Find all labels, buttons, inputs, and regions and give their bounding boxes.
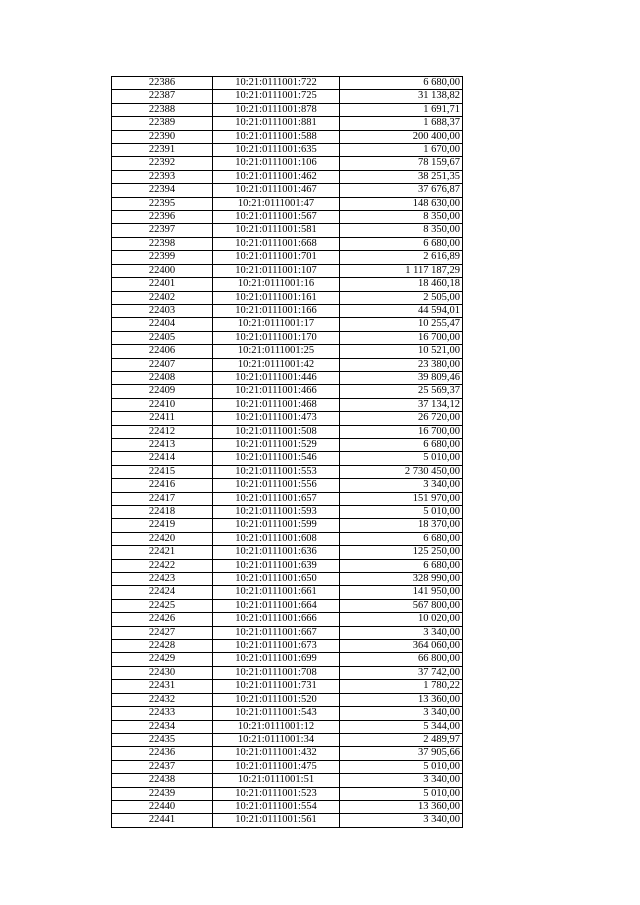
row-number-cell: 22399	[112, 251, 213, 264]
value-cell: 6 680,00	[340, 559, 463, 572]
table-row	[112, 358, 463, 371]
table-row	[112, 345, 463, 358]
table-row	[112, 666, 463, 679]
row-number-cell: 22424	[112, 586, 213, 599]
cadastral-number-cell: 10:21:0111001:567	[213, 211, 340, 224]
table-row	[112, 251, 463, 264]
cadastral-number-cell: 10:21:0111001:725	[213, 90, 340, 103]
row-number-cell: 22386	[112, 77, 213, 90]
value-cell: 5 010,00	[340, 506, 463, 519]
table-row	[112, 747, 463, 760]
table-row	[112, 331, 463, 344]
row-number-cell: 22414	[112, 452, 213, 465]
row-number-cell: 22421	[112, 546, 213, 559]
table-row	[112, 559, 463, 572]
value-cell: 37 676,87	[340, 184, 463, 197]
row-number-cell: 22417	[112, 492, 213, 505]
cadastral-number-cell: 10:21:0111001:508	[213, 425, 340, 438]
value-cell: 44 594,01	[340, 304, 463, 317]
row-number-cell: 22400	[112, 264, 213, 277]
table-row	[112, 318, 463, 331]
value-cell: 16 700,00	[340, 425, 463, 438]
value-cell: 38 251,35	[340, 170, 463, 183]
cadastral-number-cell: 10:21:0111001:554	[213, 800, 340, 813]
cadastral-number-cell: 10:21:0111001:635	[213, 144, 340, 157]
value-cell: 5 010,00	[340, 787, 463, 800]
cadastral-number-cell: 10:21:0111001:636	[213, 546, 340, 559]
row-number-cell: 22395	[112, 197, 213, 210]
cadastral-number-cell: 10:21:0111001:673	[213, 640, 340, 653]
row-number-cell: 22426	[112, 613, 213, 626]
value-cell: 148 630,00	[340, 197, 463, 210]
value-cell: 567 800,00	[340, 599, 463, 612]
value-cell: 37 905,66	[340, 747, 463, 760]
table-row	[112, 130, 463, 143]
cadastral-number-cell: 10:21:0111001:106	[213, 157, 340, 170]
table-row	[112, 438, 463, 451]
cadastral-number-cell: 10:21:0111001:468	[213, 398, 340, 411]
cadastral-number-cell: 10:21:0111001:166	[213, 304, 340, 317]
cadastral-number-cell: 10:21:0111001:593	[213, 506, 340, 519]
row-number-cell: 22418	[112, 506, 213, 519]
cadastral-number-cell: 10:21:0111001:650	[213, 573, 340, 586]
value-cell: 1 688,37	[340, 117, 463, 130]
cadastral-number-cell: 10:21:0111001:16	[213, 278, 340, 291]
table-row	[112, 693, 463, 706]
value-cell: 13 360,00	[340, 800, 463, 813]
row-number-cell: 22430	[112, 666, 213, 679]
table-row	[112, 760, 463, 773]
value-cell: 39 809,46	[340, 371, 463, 384]
table-row	[112, 599, 463, 612]
value-cell: 364 060,00	[340, 640, 463, 653]
row-number-cell: 22441	[112, 814, 213, 827]
table-row	[112, 653, 463, 666]
row-number-cell: 22432	[112, 693, 213, 706]
table-row	[112, 211, 463, 224]
value-cell: 25 569,37	[340, 385, 463, 398]
row-number-cell: 22389	[112, 117, 213, 130]
row-number-cell: 22403	[112, 304, 213, 317]
cadastral-number-cell: 10:21:0111001:581	[213, 224, 340, 237]
value-cell: 6 680,00	[340, 438, 463, 451]
table-row	[112, 774, 463, 787]
table-row	[112, 77, 463, 90]
table-row	[112, 613, 463, 626]
cadastral-number-cell: 10:21:0111001:722	[213, 77, 340, 90]
table-row	[112, 492, 463, 505]
value-cell: 26 720,00	[340, 412, 463, 425]
table-body	[112, 77, 463, 828]
table-row	[112, 304, 463, 317]
value-cell: 31 138,82	[340, 90, 463, 103]
cadastral-number-cell: 10:21:0111001:731	[213, 680, 340, 693]
cadastral-number-cell: 10:21:0111001:17	[213, 318, 340, 331]
row-number-cell: 22420	[112, 532, 213, 545]
cadastral-number-cell: 10:21:0111001:666	[213, 613, 340, 626]
value-cell: 6 680,00	[340, 237, 463, 250]
cadastral-number-cell: 10:21:0111001:473	[213, 412, 340, 425]
row-number-cell: 22419	[112, 519, 213, 532]
cadastral-number-cell: 10:21:0111001:446	[213, 371, 340, 384]
row-number-cell: 22429	[112, 653, 213, 666]
value-cell: 125 250,00	[340, 546, 463, 559]
row-number-cell: 22411	[112, 412, 213, 425]
row-number-cell: 22433	[112, 707, 213, 720]
value-cell: 1 670,00	[340, 144, 463, 157]
row-number-cell: 22401	[112, 278, 213, 291]
value-cell: 3 340,00	[340, 479, 463, 492]
value-cell: 200 400,00	[340, 130, 463, 143]
cadastral-number-cell: 10:21:0111001:42	[213, 358, 340, 371]
table-row	[112, 546, 463, 559]
value-cell: 6 680,00	[340, 532, 463, 545]
value-cell: 5 010,00	[340, 760, 463, 773]
value-cell: 3 340,00	[340, 774, 463, 787]
table-row	[112, 371, 463, 384]
table-row	[112, 184, 463, 197]
cadastral-number-cell: 10:21:0111001:466	[213, 385, 340, 398]
cadastral-number-cell: 10:21:0111001:639	[213, 559, 340, 572]
table-row	[112, 385, 463, 398]
cadastral-number-cell: 10:21:0111001:432	[213, 747, 340, 760]
value-cell: 6 680,00	[340, 77, 463, 90]
cadastral-number-cell: 10:21:0111001:523	[213, 787, 340, 800]
row-number-cell: 22388	[112, 103, 213, 116]
value-cell: 2 489,97	[340, 733, 463, 746]
value-cell: 3 340,00	[340, 626, 463, 639]
cadastral-number-cell: 10:21:0111001:553	[213, 465, 340, 478]
cadastral-number-cell: 10:21:0111001:878	[213, 103, 340, 116]
row-number-cell: 22425	[112, 599, 213, 612]
value-cell: 37 742,00	[340, 666, 463, 679]
table-row	[112, 425, 463, 438]
row-number-cell: 22428	[112, 640, 213, 653]
row-number-cell: 22431	[112, 680, 213, 693]
cadastral-number-cell: 10:21:0111001:556	[213, 479, 340, 492]
table-row	[112, 103, 463, 116]
value-cell: 18 370,00	[340, 519, 463, 532]
cadastral-number-cell: 10:21:0111001:51	[213, 774, 340, 787]
table-row	[112, 640, 463, 653]
value-cell: 37 134,12	[340, 398, 463, 411]
table-row	[112, 278, 463, 291]
table-row	[112, 532, 463, 545]
cadastral-number-cell: 10:21:0111001:12	[213, 720, 340, 733]
value-cell: 2 616,89	[340, 251, 463, 264]
value-cell: 2 505,00	[340, 291, 463, 304]
value-cell: 18 460,18	[340, 278, 463, 291]
row-number-cell: 22415	[112, 465, 213, 478]
cadastral-number-cell: 10:21:0111001:668	[213, 237, 340, 250]
value-cell: 66 800,00	[340, 653, 463, 666]
cadastral-number-cell: 10:21:0111001:657	[213, 492, 340, 505]
row-number-cell: 22413	[112, 438, 213, 451]
table-row	[112, 117, 463, 130]
cadastral-number-cell: 10:21:0111001:699	[213, 653, 340, 666]
table-row	[112, 720, 463, 733]
value-cell: 151 970,00	[340, 492, 463, 505]
cadastral-number-cell: 10:21:0111001:25	[213, 345, 340, 358]
cadastral-number-cell: 10:21:0111001:546	[213, 452, 340, 465]
cadastral-number-cell: 10:21:0111001:664	[213, 599, 340, 612]
row-number-cell: 22437	[112, 760, 213, 773]
table-row	[112, 733, 463, 746]
row-number-cell: 22398	[112, 237, 213, 250]
cadastral-value-table	[111, 76, 463, 828]
row-number-cell: 22439	[112, 787, 213, 800]
row-number-cell: 22409	[112, 385, 213, 398]
row-number-cell: 22387	[112, 90, 213, 103]
cadastral-number-cell: 10:21:0111001:34	[213, 733, 340, 746]
cadastral-number-cell: 10:21:0111001:543	[213, 707, 340, 720]
table-row	[112, 412, 463, 425]
cadastral-number-cell: 10:21:0111001:599	[213, 519, 340, 532]
table-row	[112, 170, 463, 183]
row-number-cell: 22427	[112, 626, 213, 639]
row-number-cell: 22404	[112, 318, 213, 331]
row-number-cell: 22402	[112, 291, 213, 304]
cadastral-number-cell: 10:21:0111001:462	[213, 170, 340, 183]
row-number-cell: 22436	[112, 747, 213, 760]
cadastral-number-cell: 10:21:0111001:475	[213, 760, 340, 773]
row-number-cell: 22422	[112, 559, 213, 572]
row-number-cell: 22440	[112, 800, 213, 813]
value-cell: 3 340,00	[340, 707, 463, 720]
table-row	[112, 452, 463, 465]
table-row	[112, 573, 463, 586]
row-number-cell: 22434	[112, 720, 213, 733]
value-cell: 141 950,00	[340, 586, 463, 599]
value-cell: 13 360,00	[340, 693, 463, 706]
value-cell: 328 990,00	[340, 573, 463, 586]
value-cell: 1 117 187,29	[340, 264, 463, 277]
table-row	[112, 787, 463, 800]
value-cell: 1 780,22	[340, 680, 463, 693]
row-number-cell: 22416	[112, 479, 213, 492]
table-row	[112, 519, 463, 532]
value-cell: 78 159,67	[340, 157, 463, 170]
row-number-cell: 22396	[112, 211, 213, 224]
row-number-cell: 22410	[112, 398, 213, 411]
table-row	[112, 586, 463, 599]
cadastral-number-cell: 10:21:0111001:520	[213, 693, 340, 706]
row-number-cell: 22394	[112, 184, 213, 197]
table-row	[112, 465, 463, 478]
table-row	[112, 157, 463, 170]
value-cell: 1 691,71	[340, 103, 463, 116]
cadastral-number-cell: 10:21:0111001:47	[213, 197, 340, 210]
row-number-cell: 22391	[112, 144, 213, 157]
value-cell: 23 380,00	[340, 358, 463, 371]
row-number-cell: 22393	[112, 170, 213, 183]
cadastral-number-cell: 10:21:0111001:107	[213, 264, 340, 277]
row-number-cell: 22406	[112, 345, 213, 358]
row-number-cell: 22438	[112, 774, 213, 787]
table-row	[112, 291, 463, 304]
table-row	[112, 814, 463, 827]
cadastral-number-cell: 10:21:0111001:161	[213, 291, 340, 304]
value-cell: 16 700,00	[340, 331, 463, 344]
cadastral-number-cell: 10:21:0111001:708	[213, 666, 340, 679]
row-number-cell: 22408	[112, 371, 213, 384]
table-row	[112, 506, 463, 519]
table-row	[112, 800, 463, 813]
table-row	[112, 237, 463, 250]
cadastral-number-cell: 10:21:0111001:467	[213, 184, 340, 197]
cadastral-number-cell: 10:21:0111001:561	[213, 814, 340, 827]
cadastral-number-cell: 10:21:0111001:529	[213, 438, 340, 451]
row-number-cell: 22435	[112, 733, 213, 746]
value-cell: 10 255,47	[340, 318, 463, 331]
cadastral-number-cell: 10:21:0111001:661	[213, 586, 340, 599]
value-cell: 5 344,00	[340, 720, 463, 733]
table-row	[112, 197, 463, 210]
table-row	[112, 264, 463, 277]
table-row	[112, 224, 463, 237]
value-cell: 10 521,00	[340, 345, 463, 358]
cadastral-number-cell: 10:21:0111001:701	[213, 251, 340, 264]
cadastral-number-cell: 10:21:0111001:667	[213, 626, 340, 639]
row-number-cell: 22405	[112, 331, 213, 344]
row-number-cell: 22412	[112, 425, 213, 438]
value-cell: 5 010,00	[340, 452, 463, 465]
table-row	[112, 90, 463, 103]
row-number-cell: 22407	[112, 358, 213, 371]
value-cell: 3 340,00	[340, 814, 463, 827]
table-row	[112, 144, 463, 157]
value-cell: 2 730 450,00	[340, 465, 463, 478]
row-number-cell: 22390	[112, 130, 213, 143]
value-cell: 10 020,00	[340, 613, 463, 626]
value-cell: 8 350,00	[340, 211, 463, 224]
cadastral-number-cell: 10:21:0111001:588	[213, 130, 340, 143]
table-row	[112, 626, 463, 639]
table-row	[112, 479, 463, 492]
table-row	[112, 680, 463, 693]
table-row	[112, 707, 463, 720]
row-number-cell: 22423	[112, 573, 213, 586]
cadastral-number-cell: 10:21:0111001:170	[213, 331, 340, 344]
cadastral-number-cell: 10:21:0111001:608	[213, 532, 340, 545]
row-number-cell: 22397	[112, 224, 213, 237]
row-number-cell: 22392	[112, 157, 213, 170]
cadastral-number-cell: 10:21:0111001:881	[213, 117, 340, 130]
table-row	[112, 398, 463, 411]
value-cell: 8 350,00	[340, 224, 463, 237]
